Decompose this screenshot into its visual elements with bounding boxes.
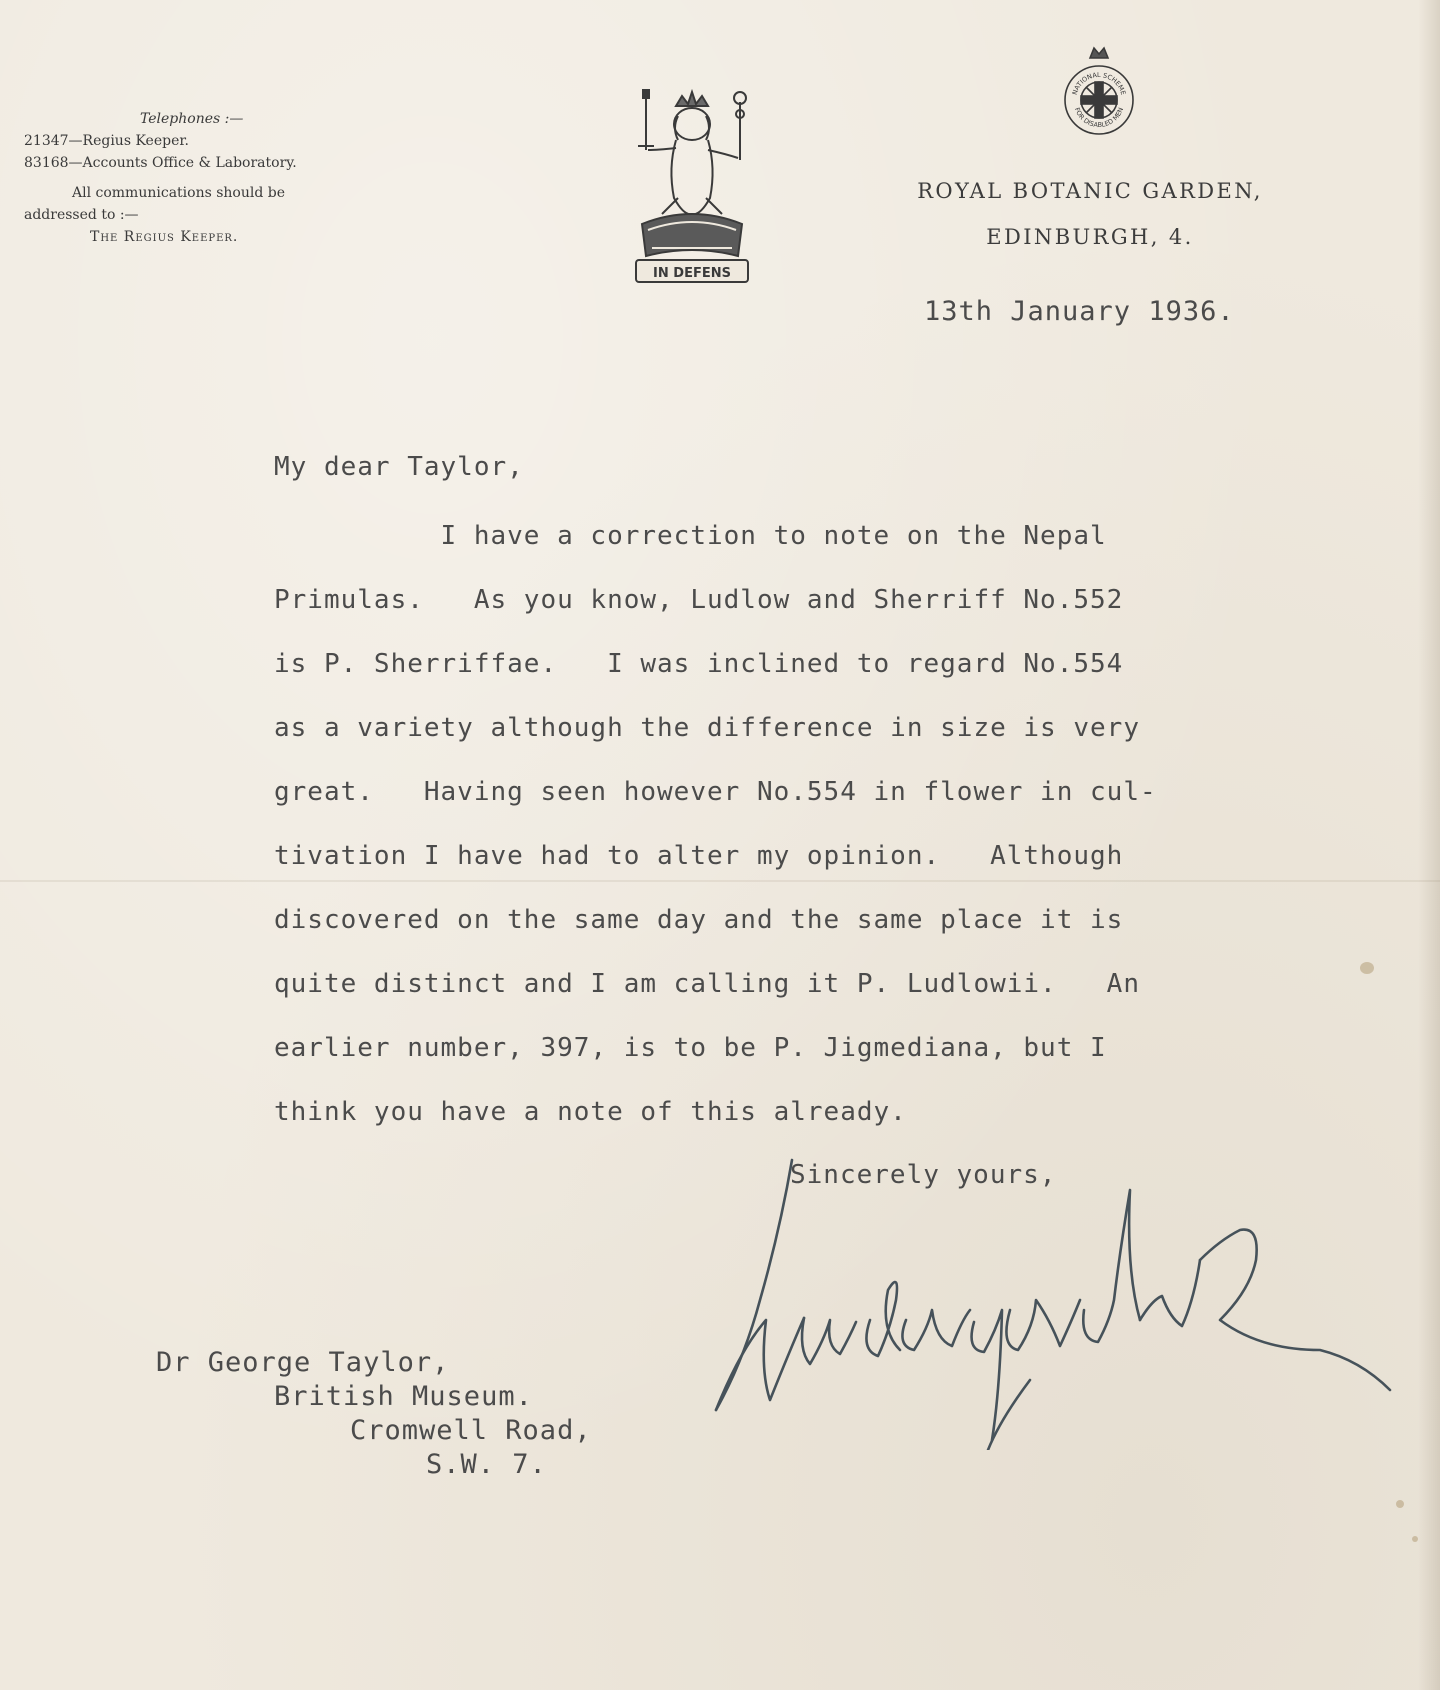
- letter-body: [274, 504, 1294, 1144]
- letterhead-contact-block: [24, 108, 354, 248]
- seal-text-top: NATIONAL SCHEME: [1070, 70, 1128, 96]
- body-line: Primulas. As you know, Ludlow and Sherriff No.552: [274, 585, 1124, 615]
- paper-edge-shadow: [1418, 0, 1440, 1690]
- telephones-heading: Telephones :—: [140, 111, 244, 127]
- recipient-address: [156, 1346, 592, 1482]
- addressee: The Regius Keeper.: [90, 229, 239, 245]
- handwritten-signature: [700, 1150, 1400, 1450]
- paper-stain: [1360, 962, 1374, 974]
- institution-city: EDINBURGH, 4.: [986, 225, 1194, 249]
- paper-stain: [1412, 1536, 1418, 1542]
- letter-date: 13th January 1936.: [924, 296, 1235, 327]
- recipient-street: Cromwell Road,: [350, 1415, 592, 1446]
- communications-line-2: addressed to :—: [24, 207, 139, 223]
- telephone-line-regius-keeper: 21347—Regius Keeper.: [24, 133, 189, 149]
- seal-text-bottom: FOR DISABLED MEN: [1072, 106, 1126, 130]
- closing: Sincerely yours,: [790, 1160, 1057, 1190]
- body-line: as a variety although the difference in size is very: [274, 713, 1140, 743]
- national-scheme-seal-icon: [1062, 42, 1136, 138]
- crest-motto: IN DEFENS: [653, 266, 731, 281]
- body-line: quite distinct and I am calling it P. Ludlowii. An: [274, 969, 1140, 999]
- body-line: great. Having seen however No.554 in flower in cul-: [274, 777, 1157, 807]
- institution-name: ROYAL BOTANIC GARDEN,: [917, 179, 1263, 203]
- body-line: is P. Sherriffae. I was inclined to regard No.554: [274, 649, 1124, 679]
- body-line: discovered on the same day and the same place it is: [274, 905, 1124, 935]
- telephone-line-accounts: 83168—Accounts Office & Laboratory.: [24, 155, 297, 171]
- communications-line-1: All communications should be: [72, 185, 286, 201]
- body-line: I have a correction to note on the Nepal: [274, 521, 1107, 551]
- communications-note: [24, 182, 354, 248]
- salutation: My dear Taylor,: [274, 452, 524, 482]
- recipient-postcode: S.W. 7.: [426, 1449, 547, 1480]
- recipient-institution: British Museum.: [274, 1381, 533, 1412]
- letterhead-address: [870, 168, 1310, 260]
- body-line: earlier number, 397, is to be P. Jigmediana, but I: [274, 1033, 1107, 1063]
- body-line: tivation I have had to alter my opinion. Although: [274, 841, 1124, 871]
- royal-crest-icon: [628, 88, 756, 288]
- paper-stain: [1396, 1500, 1404, 1508]
- body-line: think you have a note of this already.: [274, 1097, 907, 1127]
- recipient-name: Dr George Taylor,: [156, 1347, 450, 1378]
